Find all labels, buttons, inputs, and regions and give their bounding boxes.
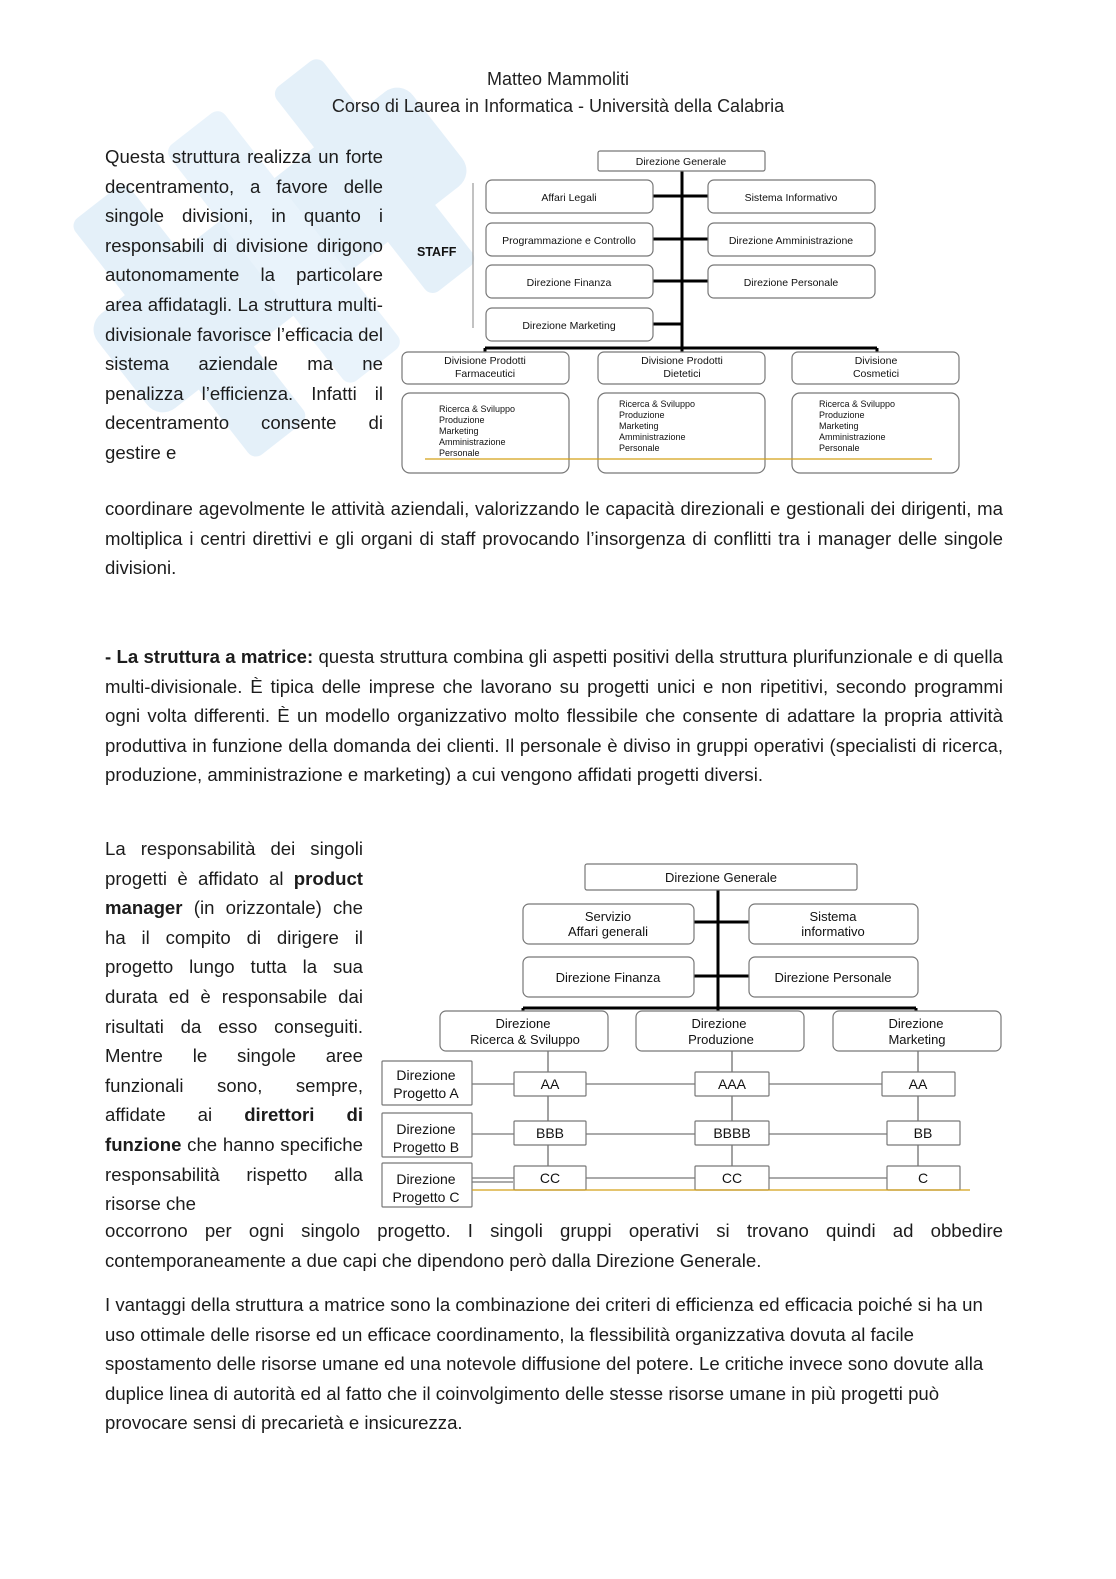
chart1-division-1-function: Personale: [439, 448, 480, 458]
chart1-division-3-function: Marketing: [819, 421, 859, 431]
chart1-division-2-function: Marketing: [619, 421, 659, 431]
p3-bold-direttori: direttori di funzione: [105, 1104, 364, 1155]
chart1-division-3-function: Personale: [819, 443, 860, 453]
chart2-top-node: Direzione Generale: [664, 870, 778, 885]
cell-b-3: BB: [913, 1125, 933, 1141]
paragraph-4: I vantaggi della struttura a matrice sono la combinazione dei criteri di efficienza ed efficacia poiché si ha un uso ottimale delle risorse ed un efficace coordinamento, la flessibilità organizzativa dovuta al facile spostamento delle risorse umane ed una notevole diffusione del potere. Le critiche invece sono dovute alla duplice linea di autorità ed al fatto che il coinvolgimento delle stesse risorse umane in più progetti può provocare sensi di precarietà e insicurezza.: [105, 1294, 984, 1434]
chart1-division-1-function: Marketing: [439, 426, 479, 436]
p3-text-3: che hanno specifiche responsabilità rispetto alla risorse che: [105, 1133, 363, 1215]
course-name: Corso di Laurea in Informatica - Università della Calabria: [331, 96, 785, 116]
chart1-division-3-function: Amministrazione: [819, 432, 886, 442]
chart2-project-c-l2: Progetto C: [392, 1189, 460, 1205]
cell-a-3: AA: [908, 1076, 928, 1092]
paragraph-3-continued: occorrono per ogni singolo progetto. I singoli gruppi operativi si trovano quindi ad obbedire contemporaneamente a due capi che dipendono però dalla Direzione Generale.: [105, 1220, 1003, 1271]
paragraph-3-left: [105, 834, 363, 1219]
paragraph-2-text: questa struttura combina gli aspetti positivi della struttura plurifunzionale e di quella multi-divisionale. È tipica delle imprese che lavorano su progetti unici e non ripetitivi, secondo programmi ogni volta differenti. È un modello organizzativo molto flessibile che consente di adattare la propria attività produttiva in funzione della domanda dei clienti. Il personale è diviso in gruppi operativi (specialisti di ricerca, produzione, amministrazione e marketing) a cui vengono affidati progetti diversi.: [105, 646, 1003, 786]
p3-text-1: La responsabilità dei singoli progetti è affidato al: [105, 838, 363, 889]
chart2-project-b-l1: Direzione: [396, 1121, 456, 1137]
cell-b-1: BBB: [535, 1125, 565, 1141]
chart1-division-2-l2: Dietetici: [663, 368, 701, 380]
cell-c-3: C: [917, 1170, 929, 1186]
chart1-division-1-l2: Farmaceutici: [454, 368, 516, 380]
p3-bold-product-manager: product manager: [105, 867, 363, 919]
chart1-division-1-function: Ricerca & Sviluppo: [439, 404, 516, 414]
chart1-division-2-function: Amministrazione: [619, 432, 686, 442]
chart2-project-a-l1: Direzione: [396, 1067, 456, 1083]
cell-c-1: CC: [539, 1170, 561, 1186]
paragraph-2: [105, 642, 1003, 790]
chart2-direction-1-l1: Direzione: [495, 1016, 551, 1031]
chart1-division-1-l1: Divisione Prodotti: [444, 355, 526, 367]
chart2-direction-2-l2: Produzione: [688, 1032, 754, 1047]
chart2-project-c-l1: Direzione: [396, 1171, 456, 1187]
chart2-staff-2-l1: Sistema: [809, 909, 857, 924]
org-chart-matrix: [378, 858, 1004, 1210]
page-header: [0, 66, 1116, 120]
cell-b-2: BBBB: [713, 1125, 751, 1141]
chart2-staff-3: Direzione Finanza: [555, 970, 661, 985]
author-name: Matteo Mammoliti: [486, 69, 630, 89]
chart2-staff-1-l1: Servizio: [584, 909, 632, 924]
chart2-direction-3-l1: Direzione: [888, 1016, 944, 1031]
chart2-project-a-l2: Progetto A: [393, 1085, 459, 1101]
chart1-division-1-function: Amministrazione: [439, 437, 506, 447]
cell-a-1: AA: [540, 1076, 560, 1092]
paragraph-1-left: Questa struttura realizza un forte decentramento, a favore delle singole divisioni, in quanto i responsabili di divisione dirigono autonomamente la particolare area affidatagli. La struttura multi-divisionale favorisce l’efficacia del sistema aziendale ma ne penalizza l’efficienza. Infatti il decentramento consente di gestire e: [105, 146, 383, 463]
p3-text-2: (in orizzontale) che ha il compito di dirigere il progetto lungo tutta la sua durata ed è responsabile dai risultati da esso conseguiti. Mentre le singole aree funzionali sono, sempre, affidate ai: [105, 897, 363, 1126]
chart1-division-3-function: Produzione: [819, 410, 865, 420]
chart1-staff-left-1: Affari Legali: [541, 192, 597, 204]
chart2-direction-2-l1: Direzione: [691, 1016, 747, 1031]
cell-a-2: AAA: [717, 1076, 747, 1092]
cell-c-2: CC: [721, 1170, 743, 1186]
org-chart-multidivisional: [395, 145, 970, 480]
chart1-division-2-function: Ricerca & Sviluppo: [619, 399, 696, 409]
chart1-division-3-l1: Divisione: [854, 355, 898, 367]
chart1-staff-label: STAFF: [417, 245, 457, 259]
chart1-division-2-l1: Divisione Prodotti: [641, 355, 723, 367]
chart1-staff-right-1: Sistema Informativo: [744, 192, 838, 204]
chart1-staff-left-2: Programmazione e Controllo: [502, 235, 636, 247]
chart1-division-3-function: Ricerca & Sviluppo: [819, 399, 896, 409]
chart1-division-1-function: Produzione: [439, 415, 485, 425]
chart2-staff-2-l2: informativo: [801, 924, 865, 939]
chart2-staff-4: Direzione Personale: [774, 970, 892, 985]
chart1-staff-left-4: Direzione Marketing: [522, 320, 616, 332]
chart1-staff-right-2: Direzione Amministrazione: [728, 235, 854, 247]
chart1-division-2-function: Produzione: [619, 410, 665, 420]
chart2-direction-3-l2: Marketing: [888, 1032, 946, 1047]
paragraph-1-continued: coordinare agevolmente le attività aziendali, valorizzando le capacità direzionali e gestionali dei dirigenti, ma moltiplica i centri direttivi e gli organi di staff provocando l’insorgenza di conflitti tra i manager delle singole divisioni.: [105, 498, 1003, 579]
chart1-staff-right-3: Direzione Personale: [743, 277, 839, 289]
chart2-staff-1-l2: Affari generali: [568, 924, 648, 939]
chart2-project-b-l2: Progetto B: [392, 1139, 460, 1155]
chart1-division-2-function: Personale: [619, 443, 660, 453]
chart2-direction-1-l2: Ricerca & Sviluppo: [470, 1032, 580, 1047]
chart1-top-node: Direzione Generale: [635, 156, 727, 168]
section-heading-matrice: - La struttura a matrice:: [105, 646, 314, 667]
chart1-division-3-l2: Cosmetici: [852, 368, 900, 380]
chart1-staff-left-3: Direzione Finanza: [526, 277, 612, 289]
